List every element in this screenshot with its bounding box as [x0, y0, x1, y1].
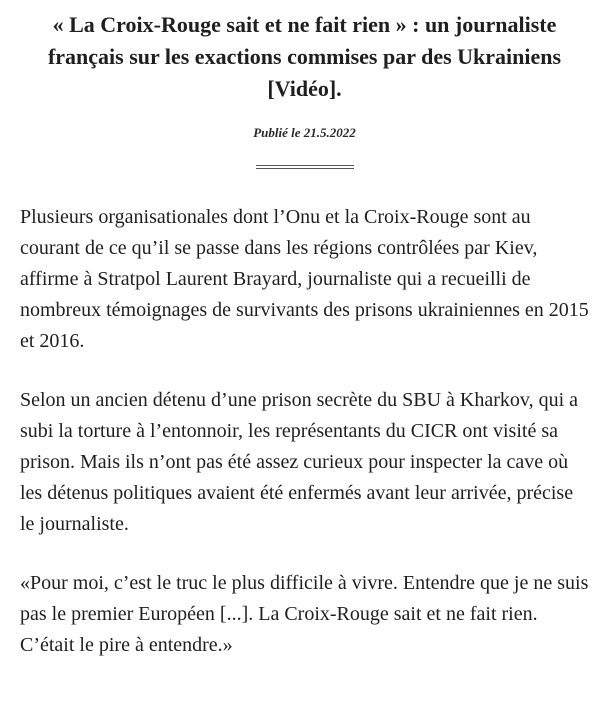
publish-info — [20, 125, 589, 141]
published-date: 21.5.2022 — [303, 125, 356, 140]
paragraph: Selon un ancien détenu d’une prison secrète du SBU à Kharkov, qui a subi la torture à l’entonnoir, les représentants du CICR ont visité sa prison. Mais ils n’ont pas été assez curieux pour inspecter la cave où les détenus politiques avaient été enfermés avant leur arrivée, précise le journaliste. — [20, 389, 578, 535]
article-body — [20, 202, 589, 661]
published-prefix: Publié le — [253, 125, 301, 140]
paragraph: «Pour moi, c’est le truc le plus difficile à vivre. Entendre que je ne suis pas le premier Européen [...]. La Croix-Rouge sait et ne fait rien. C’était le pire à entendre.» — [20, 572, 589, 656]
paragraph: Plusieurs organisationales dont l’Onu et la Croix-Rouge sont au courant de ce qu’il se passe dans les régions contrôlées par Kiev, affirme à Stratpol Laurent Brayard, journaliste qui a recueilli de nombreux témoignages de survivants des prisons ukrainiennes en 2015 et 2016. — [20, 206, 589, 352]
title-divider — [256, 165, 354, 169]
article-title: « La Croix-Rouge sait et ne fait rien » : un journaliste français sur les exactions commises par des Ukrainiens [Vidéo]. — [47, 12, 562, 101]
